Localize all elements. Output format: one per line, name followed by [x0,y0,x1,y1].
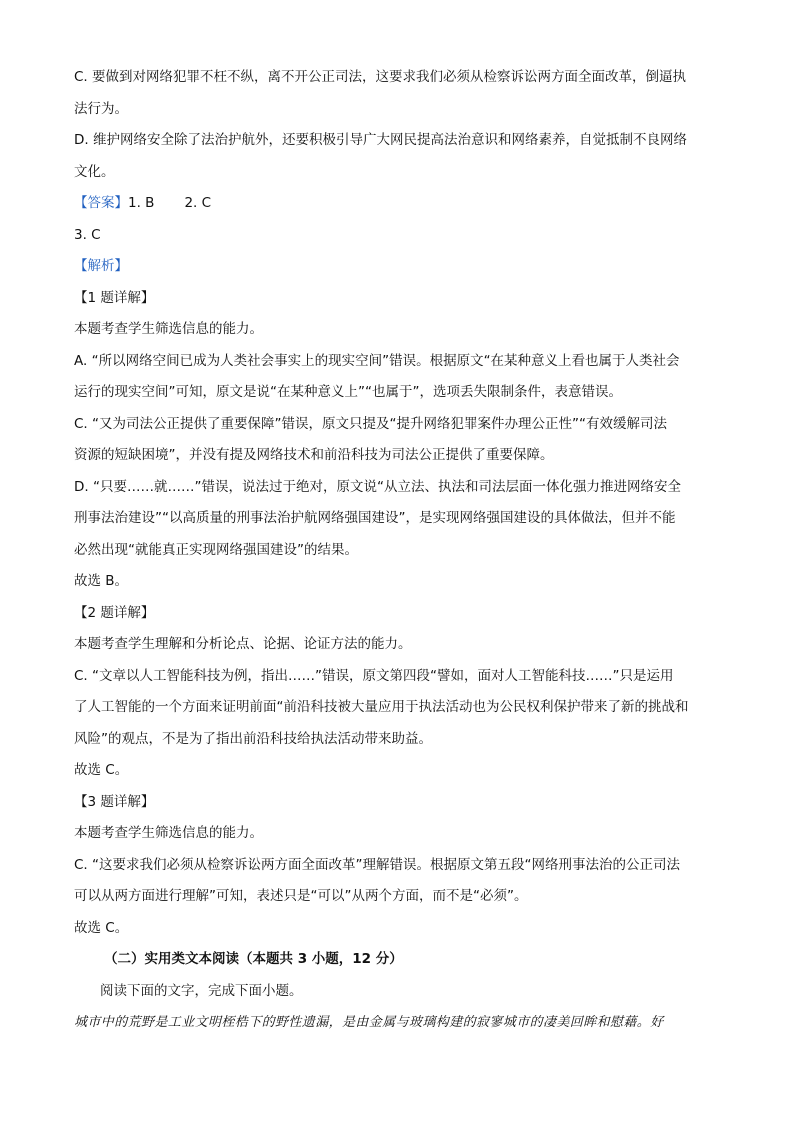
q2-line: 风险”的观点，不是为了指出前沿科技给执法活动带来助益。 [74,730,432,747]
analysis-label: 【解析】 [74,258,128,274]
q1-title: 【1 题详解】 [74,289,155,306]
q2-line: 本题考查学生理解和分析论点、论据、论证方法的能力。 [74,636,412,652]
document-content [74,62,722,1039]
q1-line: 资源的短缺困境”，并没有提及网络技术和前沿科技为司法公正提供了重要保障。 [74,447,554,463]
section-2-heading: （二）实用类文本阅读（本题共 3 小题，12 分） [104,951,403,967]
q1-line: C. “又为司法公正提供了重要保障”错误，原文只提及“提升网络犯罪案件办理公正性”“有效缓解司法 [74,415,667,432]
section-2-instruction: 阅读下面的文字，完成下面小题。 [100,982,303,999]
q2-conclusion: 故选 C。 [74,762,129,778]
q3-line: 本题考查学生筛选信息的能力。 [74,825,263,841]
q3-line: C. “这要求我们必须从检察诉讼两方面全面改革”理解错误。根据原文第五段“网络刑事法治的公正司法 [74,856,680,873]
option-c-line-2: 法行为。 [74,100,128,117]
answer-value-1: 1. B [128,195,155,211]
q1-line: A. “所以网络空间已成为人类社会事实上的现实空间”错误。根据原文“在某种意义上看也属于人类社会 [74,352,680,369]
q1-conclusion: 故选 B。 [74,573,129,589]
q2-title: 【2 题详解】 [74,604,155,621]
q1-line: 本题考查学生筛选信息的能力。 [74,321,263,337]
answer-row [74,188,722,220]
q2-line: C. “文章以人工智能科技为例，指出……”错误，原文第四段“譬如，面对人工智能科技……”只是运用 [74,667,674,684]
answer-label: 【答案】 [74,195,128,211]
q1-line: D. “只要……就……”错误，说法过于绝对，原文说“从立法、执法和司法层面一体化强力推进网络安全 [74,478,681,495]
answer-value-2: 2. C [184,195,212,211]
option-d-line-2: 文化。 [74,163,115,180]
option-c-line-1: C. 要做到对网络犯罪不枉不纵，离不开公正司法，这要求我们必须从检察诉讼两方面全面改革，倒逼执 [74,69,687,85]
q3-title: 【3 题详解】 [74,793,155,810]
q3-conclusion: 故选 C。 [74,919,129,936]
q1-line: 刑事法治建设”“以高质量的刑事法治护航网络强国建设”，是实现网络强国建设的具体做法，但并不能 [74,510,676,526]
passage-line-1: 城市中的荒野是工业文明桎梏下的野性遗漏，是由金属与玻璃构建的寂寥城市的凄美回眸和慰藉。好 [74,1015,664,1030]
q1-line: 运行的现实空间”可知，原文是说“在某种意义上”“也属于”，选项丢失限制条件，表意错误。 [74,384,622,400]
q2-line: 了人工智能的一个方面来证明前面“前沿科技被大量应用于执法活动也为公民权利保护带来了新的挑战和 [74,699,689,715]
q3-line: 可以从两方面进行理解”可知，表述只是“可以”从两个方面，而不是“必须”。 [74,888,528,904]
option-d-line-1: D. 维护网络安全除了法治护航外，还要积极引导广大网民提高法治意识和网络素养，自觉抵制不良网络 [74,132,687,148]
q1-line: 必然出现“就能真正实现网络强国建设”的结果。 [74,541,358,558]
answer-value-3: 3. C [74,226,101,243]
